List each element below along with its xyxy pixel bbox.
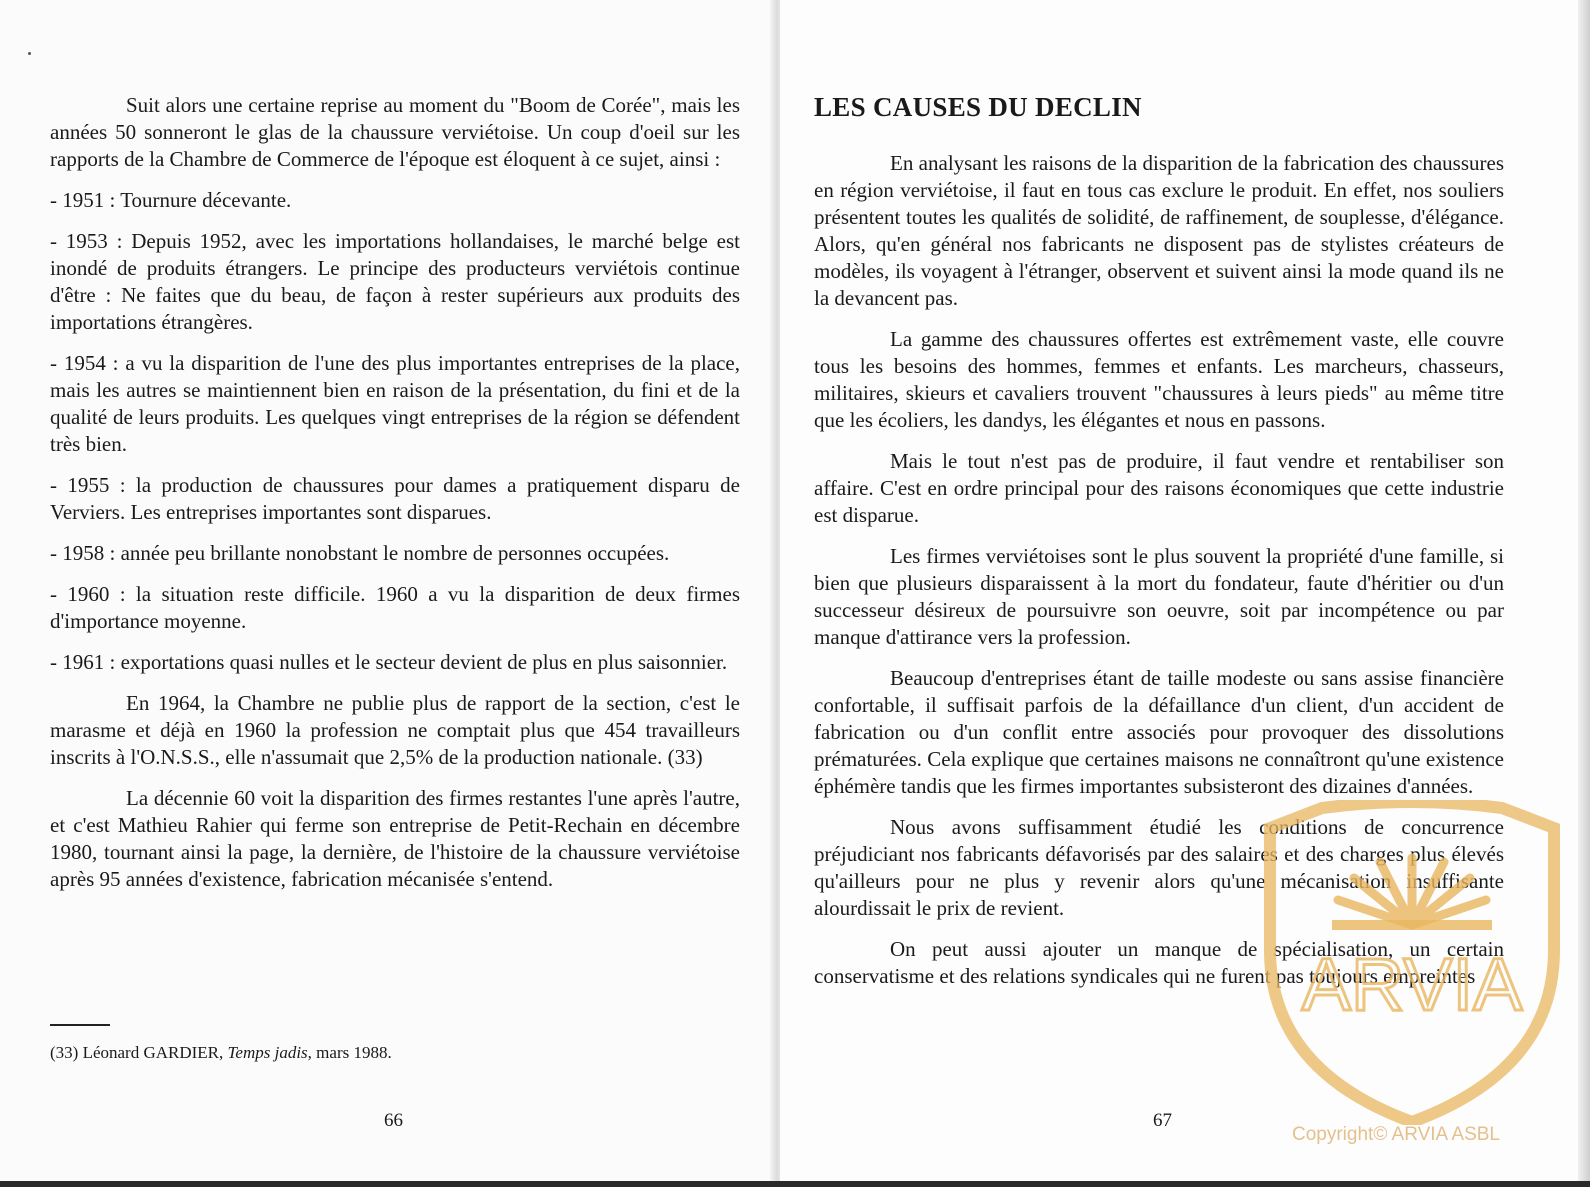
right-page — [780, 0, 1590, 1187]
paragraph: - 1954 : a vu la disparition de l'une des plus importantes entreprises de la place, mais les autres se maintiennent bien en raison de la présentation, du fini et de la qualité de leurs produits. Les quelques vingt entreprises de la région se défendent très bien. — [50, 351, 740, 456]
paragraph: En 1964, la Chambre ne publie plus de rapport de la section, c'est le marasme et déjà en 1960 la profession ne comptait plus que 454 travailleurs inscrits à l'O.N.S.S., elle n'assumait que 2,5% de la production nationale. (33) — [50, 691, 740, 769]
paragraph: La décennie 60 voit la disparition des firmes restantes l'une après l'autre, et c'est Mathieu Rahier qui ferme son entreprise de Petit-Rechain en décembre 1980, tournant ainsi la page, la dernière, de l'histoire de la chaussure verviétoise après 95 années d'existence, fabrication mécanisée s'entend. — [50, 786, 740, 891]
copyright-notice: Copyright© ARVIA ASBL — [1292, 1124, 1500, 1145]
paragraph: - 1955 : la production de chaussures pour dames a pratiquement disparu de Verviers. Les entreprises importantes sont disparues. — [50, 473, 740, 524]
paragraph: - 1958 : année peu brillante nonobstant le nombre de personnes occupées. — [50, 541, 670, 565]
page-number-left: 66 — [384, 1110, 403, 1131]
paragraph: Nous avons suffisamment étudié les conditions de concurrence préjudiciant nos fabricants défavorisés par des salaires et des charges plus élevés qu'ailleurs pour ne plus y revenir alors qu'une mécanisation insuffisante alourdissait le prix de revient. — [814, 815, 1504, 920]
paragraph: Les firmes verviétoises sont le plus souvent la propriété d'une famille, si bien que plusieurs disparaissent à la mort du fondateur, faute d'héritier ou d'un successeur désireux de poursuivre son oeuvre, soit par incompétence ou par manque d'attirance vers la profession. — [814, 544, 1504, 649]
scan-bottom-edge — [0, 1181, 1590, 1187]
footnote-suffix: , mars 1988. — [307, 1043, 392, 1062]
paragraph: - 1961 : exportations quasi nulles et le secteur devient de plus en plus saisonnier. — [50, 650, 728, 674]
paragraph: - 1951 : Tournure décevante. — [50, 188, 292, 212]
paragraph: En analysant les raisons de la disparition de la fabrication des chaussures en région verviétoise, il faut en tous cas exclure le produit. En effet, nos souliers présentent toutes les qualités de solidité, de raffinement, de souplesse, d'élégance. Alors, qu'en général nos fabricants ne disposent pas de stylistes créateurs de modèles, ils voyagent à l'étranger, observent et suivent ainsi la mode quand ils ne la devancent pas. — [814, 151, 1504, 310]
scan-speck — [28, 52, 31, 55]
left-page — [0, 0, 780, 1187]
paragraph: Beaucoup d'entreprises étant de taille modeste ou sans assise financière confortable, il suffisait parfois de la défaillance d'un client, d'un accident de fabrication ou d'un conflit entre associés pour provoquer des dissolutions prématurées. Cela explique que certaines maisons ne connaîtront qu'une existence éphémère tandis que les firmes importantes subsisteront des dizaines d'années. — [814, 666, 1504, 798]
footnote — [50, 1042, 740, 1064]
footnote-title: Temps jadis — [227, 1043, 308, 1062]
footnote-divider — [50, 1024, 110, 1026]
footnote-prefix: (33) Léonard GARDIER, — [50, 1043, 228, 1062]
paragraph: Mais le tout n'est pas de produire, il faut vendre et rentabiliser son affaire. C'est en ordre principal pour des raisons économiques que cette industrie est disparue. — [814, 449, 1504, 527]
watermark-logo-text: ARVIA — [1301, 943, 1523, 1026]
left-page-body — [50, 92, 740, 907]
paragraph: La gamme des chaussures offertes est extrêmement vaste, elle couvre tous les besoins des hommes, femmes et enfants. Les marcheurs, chasseurs, militaires, skieurs et cavaliers trouvent "chaussures à leurs pieds" au même titre que les écoliers, les dandys, les élégantes et nous en passons. — [814, 327, 1504, 432]
paragraph: Suit alors une certaine reprise au moment du "Boom de Corée", mais les années 50 sonneront le glas de la chaussure verviétoise. Un coup d'oeil sur les rapports de la Chambre de Commerce de l'époque est éloquent à ce sujet, ainsi : — [50, 93, 740, 171]
page-number-right: 67 — [1153, 1110, 1172, 1131]
paragraph: On peut aussi ajouter un manque de spécialisation, un certain conservatisme et des relations syndicales qui ne furent pas toujours empreintes — [814, 937, 1504, 988]
chapter-heading: LES CAUSES DU DECLIN — [814, 92, 1142, 122]
right-page-body — [814, 150, 1504, 1004]
page-edge — [1578, 0, 1590, 1187]
paragraph: - 1953 : Depuis 1952, avec les importations hollandaises, le marché belge est inondé de produits étrangers. Le principe des producteurs verviétois continue d'être : Ne faites que du beau, de façon à rester supérieurs aux produits des importations étrangères. — [50, 229, 740, 334]
paragraph: - 1960 : la situation reste difficile. 1960 a vu la disparition de deux firmes d'importance moyenne. — [50, 582, 740, 633]
